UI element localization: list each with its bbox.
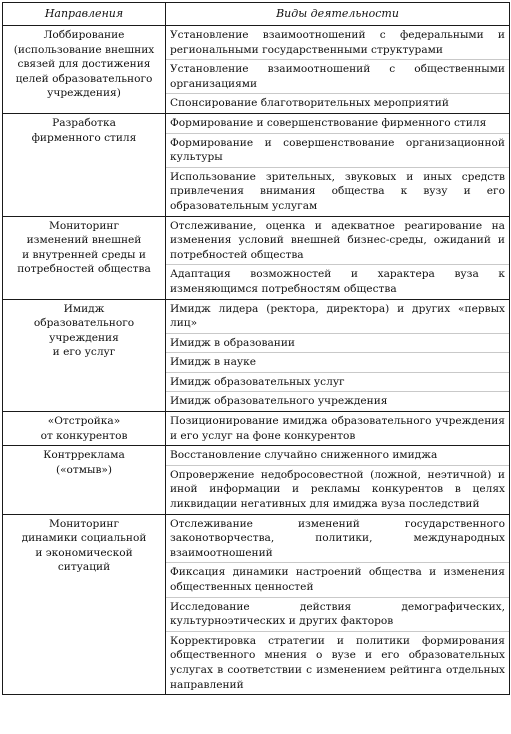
activity-item: Имидж в науке [166, 352, 509, 372]
direction-cell [3, 26, 166, 114]
table-row [3, 299, 510, 412]
direction-text: Лоббирование (использование внешних связей для достижения целей образовательного учреждения) [13, 29, 155, 100]
direction-text: «Отстройка» от конкурентов [40, 415, 128, 442]
table-row [3, 113, 510, 216]
activity-item: Имидж лидера (ректора, директора) и других «первых лиц» [170, 302, 505, 330]
table-row [3, 216, 510, 299]
activities-cell [166, 412, 510, 446]
activity-item: Установление взаимоотношений с общественными организациями [166, 59, 509, 93]
activity-item: Восстановление случайно сниженного имиджа [170, 449, 438, 462]
activity-item: Позиционирование имиджа образовательного учреждения и его услуг на фоне конкурентов [170, 415, 505, 442]
direction-text: Мониторинг динамики социальной и экономической ситуаций [21, 517, 147, 574]
activities-cell [166, 26, 510, 114]
header-directions: Направления [3, 3, 166, 26]
activity-item: Отслеживание изменений государственного законотворчества, политики, международных взаимоотношений [170, 517, 505, 559]
header-activities: Виды деятельности [166, 3, 510, 26]
table-body [3, 26, 510, 695]
activity-item: Установление взаимоотношений с федеральными и региональными государственными структурами [170, 29, 505, 56]
activities-cell [166, 446, 510, 514]
activity-item: Исследование действия демографических, культурноэтических и других факторов [166, 597, 509, 631]
activities-table [2, 2, 510, 695]
direction-text: Разработка фирменного стиля [31, 116, 137, 144]
activities-cell [166, 299, 510, 412]
direction-cell [3, 514, 166, 695]
direction-cell [3, 216, 166, 299]
activity-item: Формирование и совершенствование организационной культуры [166, 133, 509, 167]
activity-item: Фиксация динамики настроений общества и изменения общественных ценностей [166, 562, 509, 596]
direction-text: Контрреклама («отмыв») [43, 449, 125, 476]
activity-item: Имидж в образовании [166, 333, 509, 353]
direction-cell [3, 299, 166, 412]
activity-item: Корректировка стратегии и политики формирования общественного мнения о вузе и его образовательных услугах в соответствии с изменением рейтинга отдельных направлений [166, 631, 509, 694]
direction-cell [3, 113, 166, 216]
activity-item: Имидж образовательного учреждения [166, 391, 509, 411]
table-row [3, 446, 510, 514]
direction-text: Имидж образовательного учреждения и его услуг [33, 302, 135, 359]
table-row [3, 26, 510, 114]
direction-cell [3, 446, 166, 514]
activity-item: Имидж образовательных услуг [166, 372, 509, 392]
direction-cell [3, 412, 166, 446]
activities-cell [166, 514, 510, 695]
activities-cell [166, 216, 510, 299]
table-row [3, 412, 510, 446]
direction-text: Мониторинг изменений внешней и внутренней среды и потребностей общества [17, 219, 151, 276]
activity-item: Опровержение недобросовестной (ложной, неэтичной) и иной информации и рекламы конкурентов в целях ликвидации негативных для имиджа вуза последствий [166, 465, 509, 514]
activity-item: Формирование и совершенствование фирменного стиля [170, 116, 487, 129]
activity-item: Адаптация возможностей и характера вуза к изменяющимся потребностям общества [166, 264, 509, 298]
activities-cell [166, 113, 510, 216]
activity-item: Отслеживание, оценка и адекватное реагирование на изменения условий внешней бизнес-среды, ожиданий и потребностей общества [170, 219, 505, 261]
table-row [3, 514, 510, 695]
activity-item: Спонсирование благотворительных мероприятий [166, 93, 509, 113]
header-row [3, 3, 510, 26]
activity-item: Использование зрительных, звуковых и иных средств привлечения внимания общества к вузу и его образовательным услугам [166, 167, 509, 216]
